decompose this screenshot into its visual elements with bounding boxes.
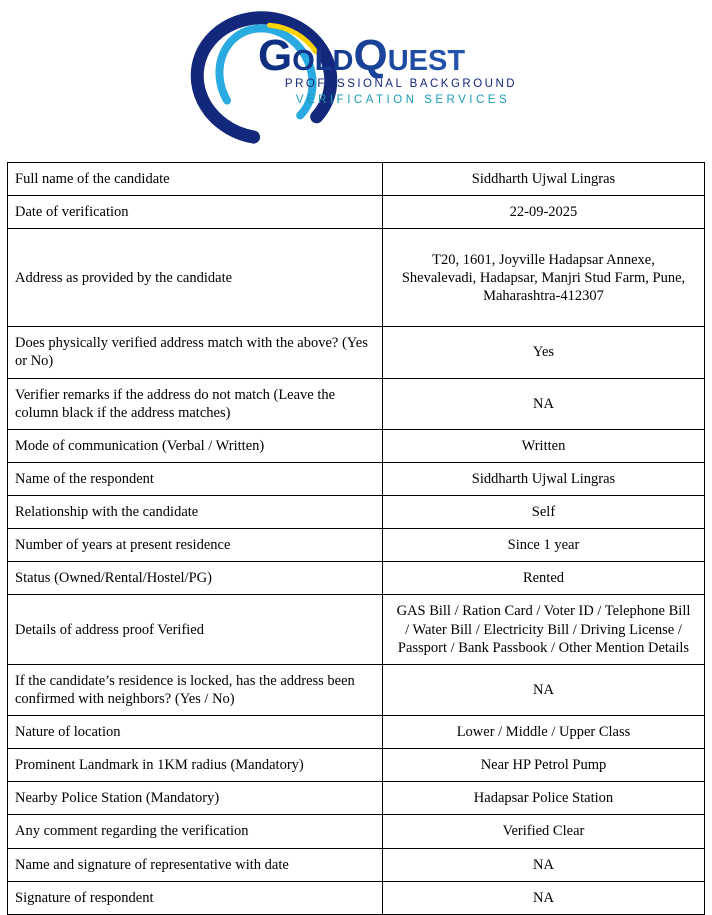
table-row xyxy=(8,815,705,848)
table-row xyxy=(8,529,705,562)
field-value: NA xyxy=(382,664,704,715)
table-row xyxy=(8,881,705,914)
field-label: Does physically verified address match with the above? (Yes or No) xyxy=(8,327,383,378)
logo-subtitle-1: PROFESSIONAL BACKGROUND xyxy=(284,78,518,90)
field-label: Mode of communication (Verbal / Written) xyxy=(8,429,383,462)
table-row xyxy=(8,562,705,595)
field-label: Date of verification xyxy=(8,196,383,229)
table-row xyxy=(8,595,705,664)
field-label: Prominent Landmark in 1KM radius (Mandatory) xyxy=(8,749,383,782)
field-value: Since 1 year xyxy=(382,529,704,562)
field-label: Verifier remarks if the address do not match (Leave the column black if the address matches) xyxy=(8,378,383,429)
field-label: If the candidate’s residence is locked, has the address been confirmed with neighbors? (Yes / No) xyxy=(8,664,383,715)
field-label: Signature of respondent xyxy=(8,881,383,914)
table-row xyxy=(8,749,705,782)
wordmark-q: Q xyxy=(353,31,388,80)
table-row xyxy=(8,462,705,495)
field-value: Rented xyxy=(382,562,704,595)
field-label: Relationship with the candidate xyxy=(8,496,383,529)
field-label: Nature of location xyxy=(8,716,383,749)
field-label: Address as provided by the candidate xyxy=(8,229,383,327)
table-row xyxy=(8,848,705,881)
field-label: Name of the respondent xyxy=(8,462,383,495)
field-value: NA xyxy=(382,881,704,914)
table-row xyxy=(8,163,705,196)
field-value: Yes xyxy=(382,327,704,378)
logo xyxy=(0,0,712,162)
table-row xyxy=(8,664,705,715)
field-value: T20, 1601, Joyville Hadapsar Annexe, Shevalevadi, Hadapsar, Manjri Stud Farm, Pune, Maharashtra-412307 xyxy=(382,229,704,327)
table-row xyxy=(8,716,705,749)
field-value: Written xyxy=(382,429,704,462)
verification-table-body xyxy=(8,163,705,915)
field-value: Siddharth Ujwal Lingras xyxy=(382,163,704,196)
wordmark-old: OLD xyxy=(292,45,354,77)
wordmark-g: G xyxy=(258,31,293,80)
field-label: Nearby Police Station (Mandatory) xyxy=(8,782,383,815)
field-value: 22-09-2025 xyxy=(382,196,704,229)
table-row xyxy=(8,782,705,815)
field-value: Self xyxy=(382,496,704,529)
field-value: NA xyxy=(382,848,704,881)
table-row xyxy=(8,196,705,229)
field-label: Status (Owned/Rental/Hostel/PG) xyxy=(8,562,383,595)
field-label: Full name of the candidate xyxy=(8,163,383,196)
field-value: Near HP Petrol Pump xyxy=(382,749,704,782)
field-value: NA xyxy=(382,378,704,429)
table-row xyxy=(8,429,705,462)
goldquest-wordmark xyxy=(258,31,465,80)
table-row xyxy=(8,327,705,378)
goldquest-logo xyxy=(186,4,526,156)
field-label: Details of address proof Verified xyxy=(8,595,383,664)
field-value: Lower / Middle / Upper Class xyxy=(382,716,704,749)
logo-subtitle-2: VERIFICATION SERVICES xyxy=(295,94,511,106)
field-value: Hadapsar Police Station xyxy=(382,782,704,815)
field-label: Number of years at present residence xyxy=(8,529,383,562)
field-label: Name and signature of representative with date xyxy=(8,848,383,881)
table-row xyxy=(8,378,705,429)
field-value: GAS Bill / Ration Card / Voter ID / Telephone Bill / Water Bill / Electricity Bill / Driving License / Passport / Bank Passbook / Other Mention Details xyxy=(382,595,704,664)
wordmark-uest: UEST xyxy=(387,45,466,77)
table-row xyxy=(8,496,705,529)
table-row xyxy=(8,229,705,327)
field-label: Any comment regarding the verification xyxy=(8,815,383,848)
field-value: Verified Clear xyxy=(382,815,704,848)
field-value: Siddharth Ujwal Lingras xyxy=(382,462,704,495)
verification-table xyxy=(7,162,705,915)
